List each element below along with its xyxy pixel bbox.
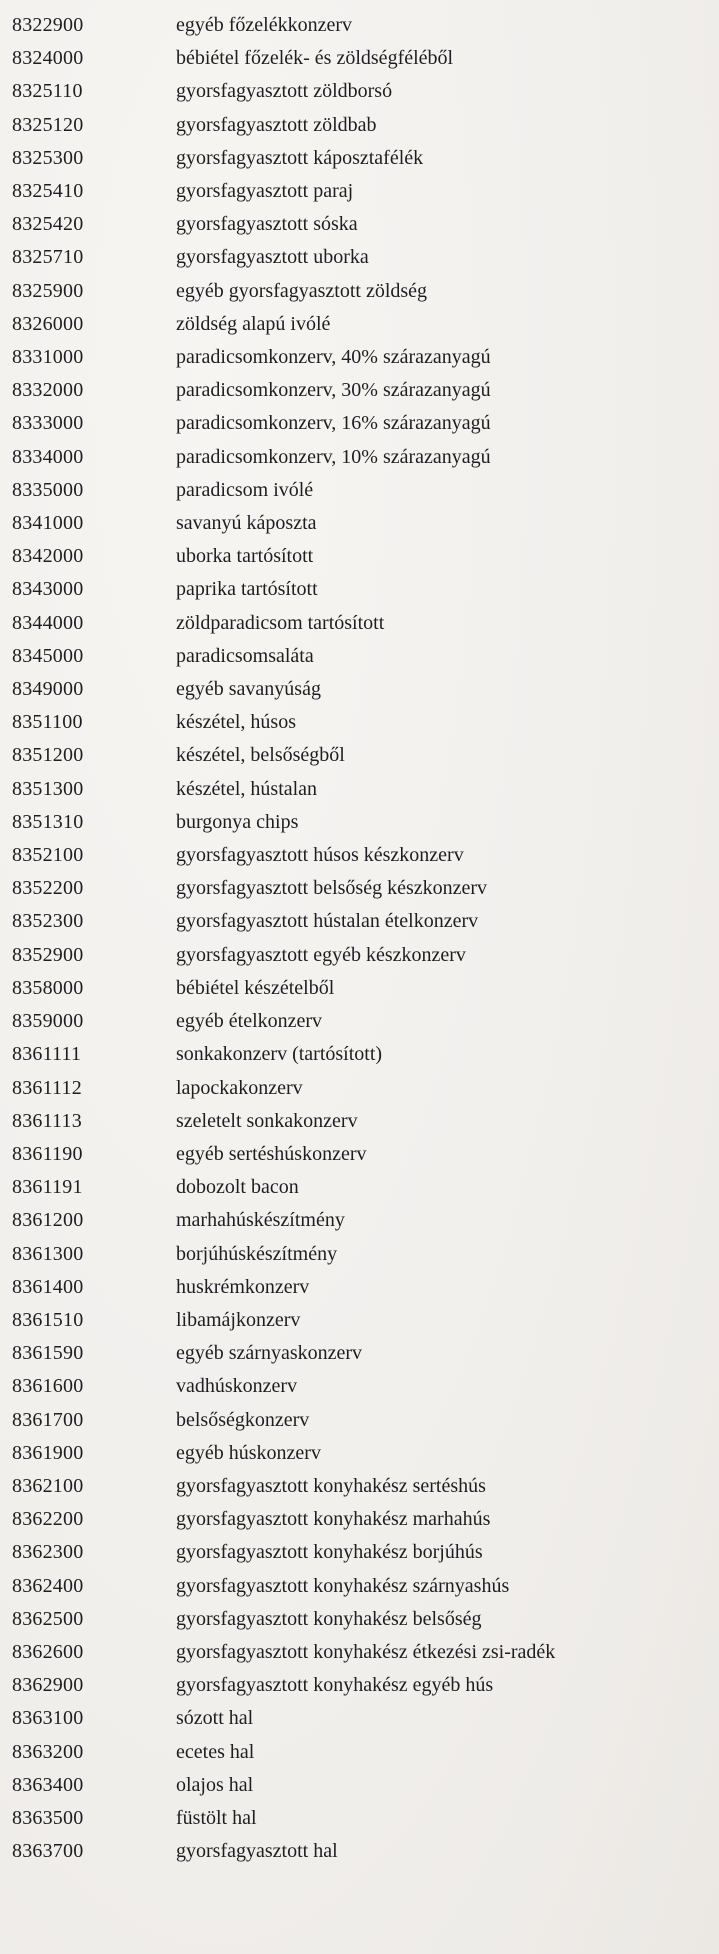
item-description: gyorsfagyasztott káposztafélék [176, 146, 424, 169]
item-code: 8325110 [12, 80, 83, 103]
list-item [0, 1370, 719, 1403]
list-item [0, 109, 719, 142]
list-item [0, 75, 719, 108]
item-code: 8361700 [12, 1408, 84, 1431]
list-item [0, 208, 719, 241]
list-item [0, 1835, 719, 1868]
list-item [0, 573, 719, 606]
item-description: marhahúskészítmény [176, 1209, 345, 1232]
list-item [0, 407, 719, 440]
item-code: 8352900 [12, 943, 84, 966]
item-description: gyorsfagyasztott konyhakész szárnyashús [176, 1574, 510, 1597]
item-description: dobozolt bacon [176, 1176, 299, 1199]
item-description: bébiétel készételből [176, 976, 335, 999]
item-code: 8361900 [12, 1441, 84, 1464]
list-item [0, 1105, 719, 1138]
item-description: zöldparadicsom tartósított [176, 611, 385, 634]
item-description: gyorsfagyasztott zöldbab [176, 113, 377, 136]
list-item [0, 507, 719, 540]
list-item [0, 1769, 719, 1802]
list-item [0, 1171, 719, 1204]
item-description: ecetes hal [176, 1740, 255, 1763]
item-description: paradicsomkonzerv, 40% szárazanyagú [176, 346, 491, 369]
item-description: paradicsomkonzerv, 30% szárazanyagú [176, 379, 491, 402]
item-description: egyéb szárnyaskonzerv [176, 1342, 363, 1365]
list-item [0, 1470, 719, 1503]
item-description: gyorsfagyasztott egyéb készkonzerv [176, 943, 466, 966]
item-description: gyorsfagyasztott konyhakész sertéshús [176, 1474, 486, 1497]
item-description: paradicsomkonzerv, 16% szárazanyagú [176, 412, 491, 435]
item-code: 8345000 [12, 644, 84, 667]
list-item [0, 175, 719, 208]
item-description: gyorsfagyasztott hal [176, 1840, 338, 1863]
item-description: egyéb savanyúság [176, 678, 321, 701]
item-code: 8362200 [12, 1508, 84, 1531]
list-item [0, 905, 719, 938]
item-code: 8349000 [12, 678, 84, 701]
list-item [0, 1636, 719, 1669]
list-item [0, 1669, 719, 1702]
item-code: 8363200 [12, 1740, 84, 1763]
item-description: savanyú káposzta [176, 512, 317, 535]
item-code: 8359000 [12, 1010, 84, 1033]
list-item [0, 540, 719, 573]
list-item [0, 706, 719, 739]
item-description: paradicsomsaláta [176, 644, 314, 667]
item-code: 8363100 [12, 1707, 84, 1730]
item-description: gyorsfagyasztott paraj [176, 180, 354, 203]
item-code: 8325420 [12, 213, 84, 236]
item-description: sonkakonzerv (tartósított) [176, 1043, 383, 1066]
list-item [0, 1503, 719, 1536]
item-code: 8351200 [12, 744, 84, 767]
list-item [0, 1271, 719, 1304]
item-description: paradicsomkonzerv, 10% szárazanyagú [176, 445, 491, 468]
list-item [0, 1005, 719, 1038]
item-code: 8341000 [12, 512, 84, 535]
item-description: gyorsfagyasztott konyhakész belsőség [176, 1607, 482, 1630]
list-item [0, 1204, 719, 1237]
item-code: 8358000 [12, 976, 84, 999]
item-description: borjúhúskészítmény [176, 1242, 338, 1265]
item-description: készétel, hústalan [176, 777, 318, 800]
item-description: sózott hal [176, 1707, 254, 1730]
item-code: 8343000 [12, 578, 84, 601]
item-description: egyéb ételkonzerv [176, 1010, 323, 1033]
item-code: 8352300 [12, 910, 84, 933]
item-description: gyorsfagyasztott konyhakész marhahús [176, 1508, 491, 1531]
list-item [0, 607, 719, 640]
item-code: 8331000 [12, 346, 84, 369]
item-code: 8325300 [12, 146, 84, 169]
item-code: 8351300 [12, 777, 84, 800]
item-code: 8361191 [12, 1176, 83, 1199]
list-item [0, 474, 719, 507]
list-item [0, 1603, 719, 1636]
item-description: huskrémkonzerv [176, 1275, 310, 1298]
item-code: 8361510 [12, 1308, 84, 1331]
list-item [0, 241, 719, 274]
item-code: 8363500 [12, 1806, 84, 1829]
list-item [0, 42, 719, 75]
item-code: 8361113 [12, 1109, 82, 1132]
list-item [0, 1536, 719, 1569]
item-code: 8335000 [12, 478, 84, 501]
item-code: 8352100 [12, 844, 84, 867]
item-code: 8332000 [12, 379, 84, 402]
list-item [0, 1702, 719, 1735]
item-description: egyéb gyorsfagyasztott zöldség [176, 279, 428, 302]
list-item [0, 1802, 719, 1835]
item-description: egyéb húskonzerv [176, 1441, 321, 1464]
item-description: füstölt hal [176, 1806, 257, 1829]
list-item [0, 640, 719, 673]
item-code: 8361400 [12, 1275, 84, 1298]
list-item [0, 1138, 719, 1171]
list-item [0, 839, 719, 872]
list-item [0, 1570, 719, 1603]
list-item [0, 673, 719, 706]
list-item [0, 341, 719, 374]
item-description: készétel, húsos [176, 711, 296, 734]
list-item [0, 441, 719, 474]
item-code: 8361112 [12, 1076, 82, 1099]
item-code: 8362500 [12, 1607, 84, 1630]
item-description: paprika tartósított [176, 578, 318, 601]
item-code: 8342000 [12, 545, 84, 568]
item-code: 8361300 [12, 1242, 84, 1265]
item-code: 8361600 [12, 1375, 84, 1398]
list-item [0, 972, 719, 1005]
item-description: szeletelt sonkakonzerv [176, 1109, 358, 1132]
list-item [0, 1337, 719, 1370]
item-code: 8334000 [12, 445, 84, 468]
list-item [0, 773, 719, 806]
item-code: 8325410 [12, 180, 84, 203]
item-description: készétel, belsőségből [176, 744, 345, 767]
item-code: 8325120 [12, 113, 84, 136]
list-item [0, 1304, 719, 1337]
list-item [0, 142, 719, 175]
item-description: lapockakonzerv [176, 1076, 303, 1099]
list-item [0, 275, 719, 308]
item-code: 8363400 [12, 1773, 84, 1796]
item-description: egyéb sertéshúskonzerv [176, 1142, 367, 1165]
item-code: 8361200 [12, 1209, 84, 1232]
item-description: egyéb főzelékkonzerv [176, 14, 353, 36]
list-item [0, 939, 719, 972]
item-description: gyorsfagyasztott uborka [176, 246, 369, 269]
list-item [0, 806, 719, 839]
list-item [0, 872, 719, 905]
item-code: 8325710 [12, 246, 84, 269]
item-description: paradicsom ivólé [176, 478, 314, 501]
item-code: 8361590 [12, 1342, 84, 1365]
list-item [0, 1038, 719, 1071]
item-code: 8351310 [12, 810, 84, 833]
item-description: gyorsfagyasztott belsőség készkonzerv [176, 877, 488, 900]
item-code: 8361111 [12, 1043, 82, 1066]
list-item [0, 739, 719, 772]
item-code: 8333000 [12, 412, 84, 435]
item-code: 8344000 [12, 611, 84, 634]
item-code: 8351100 [12, 711, 83, 734]
item-description: gyorsfagyasztott konyhakész egyéb hús [176, 1674, 494, 1697]
list-item [0, 1437, 719, 1470]
list-item [0, 1238, 719, 1271]
item-description: gyorsfagyasztott húsos készkonzerv [176, 844, 464, 867]
item-description: belsőségkonzerv [176, 1408, 310, 1431]
item-code: 8362900 [12, 1674, 84, 1697]
item-description: uborka tartósított [176, 545, 314, 568]
item-code: 8362300 [12, 1541, 84, 1564]
item-code: 8362100 [12, 1474, 84, 1497]
item-code: 8326000 [12, 312, 84, 335]
item-description: vadhúskonzerv [176, 1375, 298, 1398]
code-list [0, 9, 719, 1868]
item-code: 8322900 [12, 14, 84, 36]
item-code: 8324000 [12, 47, 84, 70]
item-description: burgonya chips [176, 810, 299, 833]
item-description: gyorsfagyasztott konyhakész étkezési zsi-radék [176, 1640, 556, 1663]
item-description: gyorsfagyasztott zöldborsó [176, 80, 393, 103]
item-description: gyorsfagyasztott konyhakész borjúhús [176, 1541, 483, 1564]
list-item [0, 1736, 719, 1769]
item-description: libamájkonzerv [176, 1308, 301, 1331]
item-description: gyorsfagyasztott hústalan ételkonzerv [176, 910, 479, 933]
item-description: olajos hal [176, 1773, 254, 1796]
list-item [0, 308, 719, 341]
item-description: gyorsfagyasztott sóska [176, 213, 358, 236]
list-item [0, 374, 719, 407]
item-code: 8352200 [12, 877, 84, 900]
item-description: zöldség alapú ivólé [176, 312, 331, 335]
item-code: 8363700 [12, 1840, 84, 1863]
item-code: 8362600 [12, 1640, 84, 1663]
item-code: 8362400 [12, 1574, 84, 1597]
list-item [0, 9, 719, 42]
item-code: 8325900 [12, 279, 84, 302]
list-item [0, 1404, 719, 1437]
item-description: bébiétel főzelék- és zöldségféléből [176, 47, 454, 70]
item-code: 8361190 [12, 1142, 83, 1165]
list-item [0, 1072, 719, 1105]
